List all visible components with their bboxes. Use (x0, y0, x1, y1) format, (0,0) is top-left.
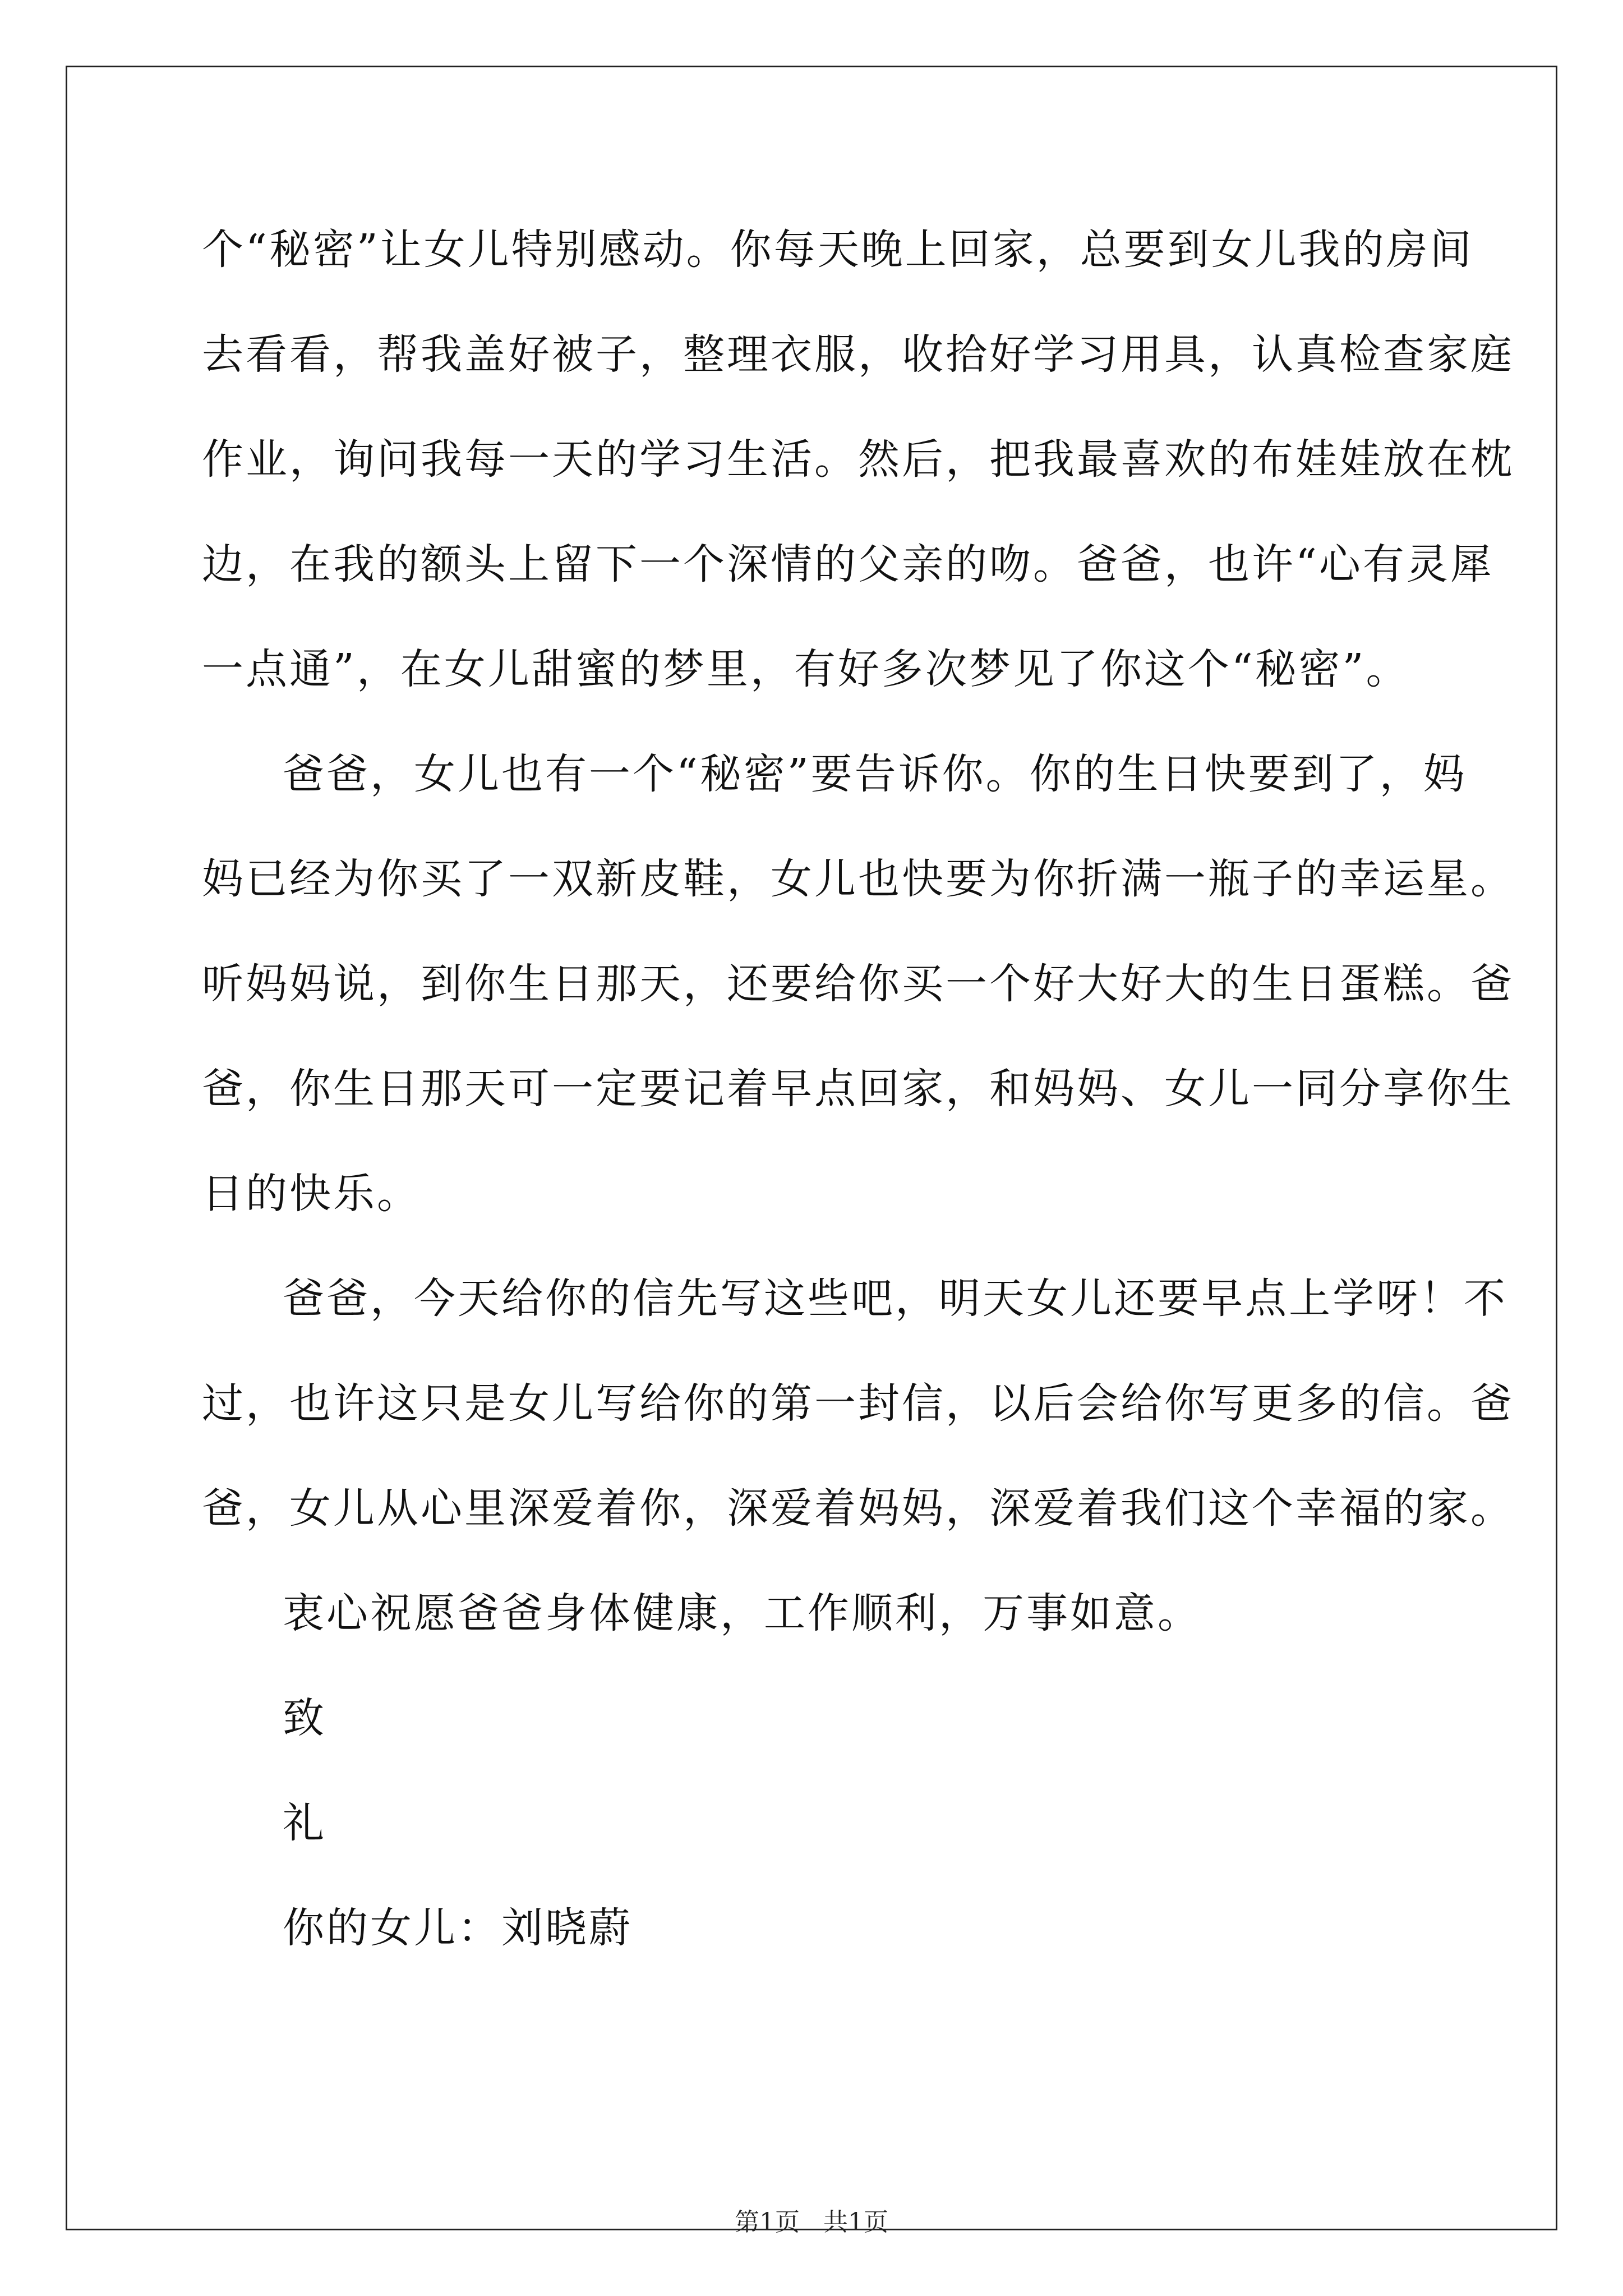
page-footer (0, 2202, 1623, 2238)
text-line: 妈已经为你买了一双新皮鞋，女儿也快要为你折满一瓶子的幸运星。 (202, 855, 1514, 903)
text-line: 去看看，帮我盖好被子，整理衣服，收拾好学习用具，认真检查家庭 (202, 330, 1514, 379)
text-line: 日的快乐。 (202, 1170, 421, 1218)
text-line: 爸，女儿从心里深爱着你，深爱着妈妈，深爱着我们这个幸福的家。 (202, 1484, 1514, 1533)
text-line: 爸爸，今天给你的信先写这些吧，明天女儿还要早点上学呀！不 (283, 1274, 1507, 1323)
closing-li: 礼 (283, 1799, 326, 1847)
signature: 你的女儿：刘晓蔚 (283, 1904, 633, 1952)
closing-zhi: 致 (283, 1694, 326, 1742)
text-line: 衷心祝愿爸爸身体健康，工作顺利，万事如意。 (283, 1589, 1201, 1637)
text-line: 个“秘密”让女儿特别感动。你每天晚上回家，总要到女儿我的房间 (202, 226, 1474, 274)
text-line: 听妈妈说，到你生日那天，还要给你买一个好大好大的生日蛋糕。爸 (202, 960, 1514, 1008)
text-line: 爸，你生日那天可一定要记着早点回家，和妈妈、女儿一同分享你生 (202, 1065, 1514, 1113)
text-line: 爸爸，女儿也有一个“秘密”要告诉你。你的生日快要到了，妈 (283, 750, 1467, 798)
text-line: 边，在我的额头上留下一个深情的父亲的吻。爸爸，也许“心有灵犀 (202, 540, 1494, 588)
text-line: 过，也许这只是女儿写给你的第一封信，以后会给你写更多的信。爸 (202, 1379, 1514, 1428)
text-line: 一点通”，在女儿甜蜜的梦里，有好多次梦见了你这个“秘密”。 (202, 645, 1410, 693)
page-total: 共1页 (823, 2208, 888, 2237)
page-number: 第1页 (735, 2208, 800, 2237)
text-line: 作业，询问我每一天的学习生活。然后，把我最喜欢的布娃娃放在枕 (202, 435, 1514, 484)
